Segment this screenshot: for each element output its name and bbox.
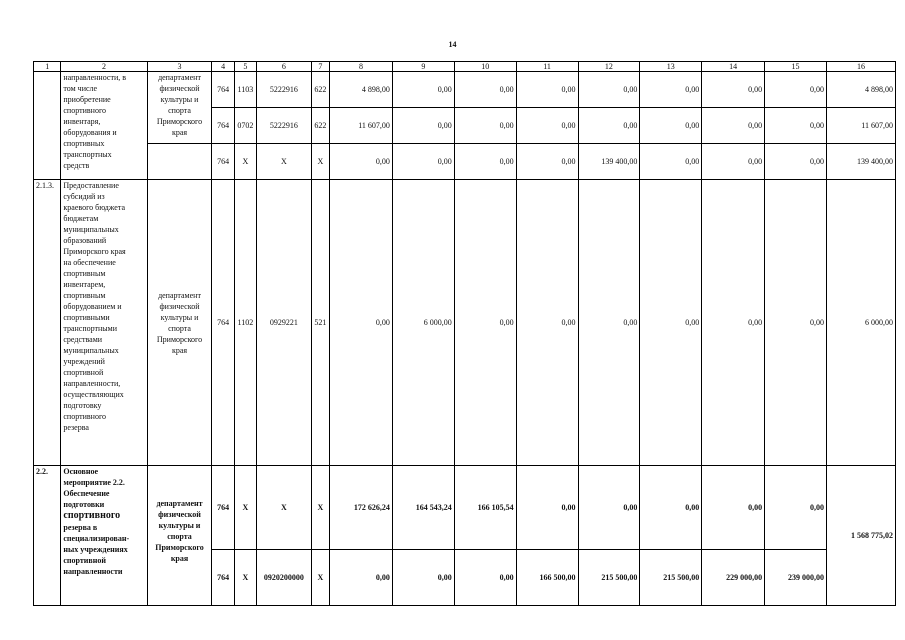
- text-line: Приморского края: [63, 247, 126, 256]
- text-line: транспортных: [63, 150, 112, 159]
- text-line: Приморского: [156, 117, 203, 126]
- text-line: культуры и: [158, 521, 201, 530]
- text-line: спортивной: [63, 556, 106, 565]
- amount-cell: 11 607,00: [826, 108, 895, 144]
- amount-cell: 0,00: [516, 144, 578, 180]
- row-index: [34, 72, 61, 180]
- code-section: X: [234, 550, 256, 606]
- text-line: инвентаря,: [63, 117, 101, 126]
- text-line: средствами: [63, 335, 103, 344]
- amount-cell: 0,00: [578, 108, 640, 144]
- amount-cell: 6 000,00: [826, 180, 895, 466]
- amount-cell: 0,00: [765, 466, 827, 550]
- department-cell: [147, 466, 212, 606]
- text-line: бюджетам: [63, 214, 99, 223]
- code-section: 0702: [234, 108, 256, 144]
- code-type: 521: [311, 180, 329, 466]
- text-line: учреждений: [63, 357, 105, 366]
- column-header: 2: [61, 62, 147, 72]
- text-line: культуры и: [160, 312, 199, 322]
- amount-cell: 164 543,24: [392, 466, 454, 550]
- text-line: спортивным: [63, 291, 106, 300]
- text-line: направленности, в: [63, 73, 127, 82]
- amount-cell: 0,00: [578, 180, 640, 466]
- text-line: физической: [159, 84, 200, 93]
- text-line: подготовку: [63, 401, 102, 410]
- text-line: инвентарем,: [63, 280, 106, 289]
- code-section: 1102: [234, 180, 256, 466]
- text-line: резерва в: [63, 523, 98, 532]
- text-line: департамент: [156, 499, 203, 508]
- amount-cell: 0,00: [765, 72, 827, 108]
- amount-cell: 0,00: [330, 144, 393, 180]
- column-header: 14: [702, 62, 765, 72]
- text-line: спортивным: [63, 269, 106, 278]
- text-line: направленности: [63, 567, 123, 576]
- code-admin: 764: [212, 144, 234, 180]
- text-line: физической: [158, 510, 201, 519]
- text-line: спорта: [168, 106, 191, 115]
- column-header: 9: [392, 62, 454, 72]
- text-line: краевого бюджета: [63, 203, 125, 212]
- text-line: спорта: [167, 532, 192, 541]
- column-header: 6: [257, 62, 312, 72]
- column-header: 12: [578, 62, 640, 72]
- code-admin: 764: [212, 108, 234, 144]
- amount-cell: 0,00: [578, 466, 640, 550]
- department-cell: [147, 180, 212, 466]
- column-header: 7: [311, 62, 329, 72]
- amount-cell: 0,00: [765, 108, 827, 144]
- code-target: 0920200000: [257, 550, 312, 606]
- text-line: осуществляющих: [63, 390, 124, 399]
- code-target: 5222916: [257, 72, 312, 108]
- text-line: средств: [63, 161, 90, 170]
- amount-cell: 0,00: [392, 144, 454, 180]
- code-target: X: [257, 144, 312, 180]
- amount-cell: 0,00: [330, 550, 393, 606]
- code-target: 5222916: [257, 108, 312, 144]
- text-line: подготовки: [63, 500, 105, 509]
- column-header: 1: [34, 62, 61, 72]
- text-line: спортивного: [63, 412, 107, 421]
- amount-cell: 0,00: [702, 144, 765, 180]
- amount-cell: 0,00: [454, 144, 516, 180]
- text-line: муниципальных: [63, 346, 119, 355]
- amount-cell: 0,00: [454, 550, 516, 606]
- amount-cell: 215 500,00: [640, 550, 702, 606]
- measure-description: [61, 180, 147, 466]
- text-line: спортивными: [63, 313, 110, 322]
- amount-cell: 0,00: [640, 108, 702, 144]
- amount-cell: 0,00: [454, 180, 516, 466]
- amount-cell: 0,00: [765, 180, 827, 466]
- code-section: X: [234, 144, 256, 180]
- column-header: 13: [640, 62, 702, 72]
- amount-cell: 0,00: [640, 466, 702, 550]
- amount-cell: 0,00: [702, 180, 765, 466]
- column-header: 4: [212, 62, 234, 72]
- code-admin: 764: [212, 72, 234, 108]
- text-line: физической: [159, 301, 200, 311]
- amount-cell: 166 500,00: [516, 550, 578, 606]
- amount-cell: 0,00: [702, 108, 765, 144]
- column-header: 16: [826, 62, 895, 72]
- table-row: [34, 180, 896, 466]
- amount-cell: 0,00: [516, 466, 578, 550]
- text-line: спортивного: [63, 106, 107, 115]
- text-line: муниципальных: [63, 225, 119, 234]
- code-admin: 764: [212, 466, 234, 550]
- text-line: края: [170, 554, 189, 563]
- amount-cell: 0,00: [392, 108, 454, 144]
- column-header: 10: [454, 62, 516, 72]
- column-header: 8: [330, 62, 393, 72]
- text-line: края: [171, 345, 188, 355]
- text-line: направленности,: [63, 379, 121, 388]
- text-line: Приморского: [156, 334, 203, 344]
- code-type: 622: [311, 108, 329, 144]
- text-line: департамент: [158, 290, 201, 300]
- amount-cell: 0,00: [392, 72, 454, 108]
- text-line: Приморского: [155, 543, 204, 552]
- table-row: [34, 466, 896, 550]
- amount-cell: 4 898,00: [826, 72, 895, 108]
- amount-cell: 4 898,00: [330, 72, 393, 108]
- amount-cell: 229 000,00: [702, 550, 765, 606]
- table-row: [34, 72, 896, 108]
- text-line: оборудованием и: [63, 302, 122, 311]
- measure-description: [61, 466, 147, 606]
- text-line: спорта: [168, 323, 191, 333]
- amount-cell: 0,00: [640, 180, 702, 466]
- text-line: Предоставление: [63, 181, 119, 190]
- text-line: края: [171, 128, 188, 137]
- amount-cell: 11 607,00: [330, 108, 393, 144]
- measure-description: [61, 72, 147, 180]
- text-line: спортивных: [63, 139, 105, 148]
- amount-cell: 0,00: [330, 180, 393, 466]
- column-header: 15: [765, 62, 827, 72]
- column-header: 11: [516, 62, 578, 72]
- text-line: Обеспечение: [63, 489, 110, 498]
- amount-cell: 0,00: [454, 108, 516, 144]
- amount-cell: 0,00: [454, 72, 516, 108]
- text-line: на обеспечение: [63, 258, 116, 267]
- header-row: [34, 62, 896, 72]
- amount-cell: 166 105,54: [454, 466, 516, 550]
- department-cell: [147, 144, 212, 180]
- code-type: X: [311, 144, 329, 180]
- budget-table: [33, 61, 896, 606]
- amount-cell: 0,00: [702, 72, 765, 108]
- amount-cell: 239 000,00: [765, 550, 827, 606]
- text-line: приобретение: [63, 95, 111, 104]
- text-line: образований: [63, 236, 107, 245]
- amount-cell: 6 000,00: [392, 180, 454, 466]
- text-line: мероприятие 2.2.: [63, 478, 125, 487]
- department-cell: [147, 72, 212, 144]
- column-header: 3: [147, 62, 212, 72]
- amount-cell: 0,00: [392, 550, 454, 606]
- text-line: культуры и: [160, 95, 199, 104]
- row-index: 2.2.: [34, 466, 61, 606]
- amount-cell: 0,00: [578, 72, 640, 108]
- amount-cell: 0,00: [516, 72, 578, 108]
- code-target: X: [257, 466, 312, 550]
- text-line: спортивного: [63, 510, 121, 521]
- text-line: ных учреждениях: [63, 545, 128, 554]
- amount-cell: 0,00: [702, 466, 765, 550]
- amount-cell: 0,00: [516, 180, 578, 466]
- total-amount: 1 568 775,02: [826, 466, 895, 606]
- text-line: спортивной: [63, 368, 104, 377]
- amount-cell: 0,00: [516, 108, 578, 144]
- code-type: 622: [311, 72, 329, 108]
- code-section: 1103: [234, 72, 256, 108]
- code-admin: 764: [212, 180, 234, 466]
- page-number: 14: [448, 40, 457, 49]
- amount-cell: 139 400,00: [826, 144, 895, 180]
- text-line: Основное: [63, 467, 99, 476]
- text-line: том числе: [63, 84, 98, 93]
- code-section: X: [234, 466, 256, 550]
- column-header: 5: [234, 62, 256, 72]
- amount-cell: 0,00: [640, 72, 702, 108]
- row-index: 2.1.3.: [34, 180, 61, 466]
- text-line: специализирован-: [63, 534, 130, 543]
- code-admin: 764: [212, 550, 234, 606]
- amount-cell: 139 400,00: [578, 144, 640, 180]
- text-line: транспортными: [63, 324, 118, 333]
- table-row: [34, 144, 896, 180]
- text-line: оборудования и: [63, 128, 117, 137]
- amount-cell: 172 626,24: [330, 466, 393, 550]
- code-target: 0929221: [257, 180, 312, 466]
- code-type: X: [311, 550, 329, 606]
- text-line: департамент: [158, 73, 201, 82]
- amount-cell: 0,00: [640, 144, 702, 180]
- text-line: субсидий из: [63, 192, 105, 201]
- amount-cell: 215 500,00: [578, 550, 640, 606]
- text-line: резерва: [63, 423, 89, 432]
- amount-cell: 0,00: [765, 144, 827, 180]
- code-type: X: [311, 466, 329, 550]
